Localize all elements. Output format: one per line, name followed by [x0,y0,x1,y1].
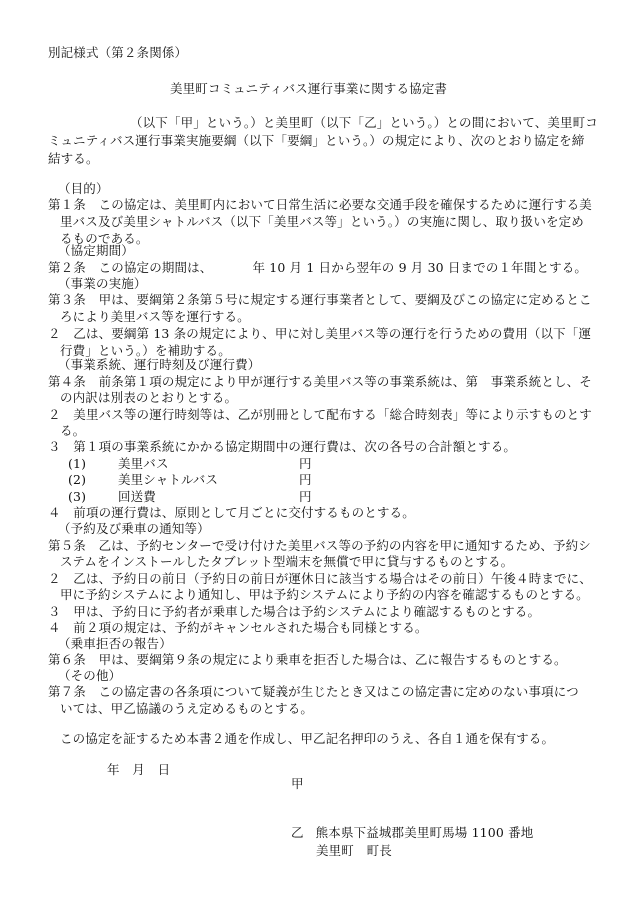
article-4-line: ４ 前項の運行費は、原則として月ごとに交付するものとする。 [48,505,415,520]
party-b [291,825,533,841]
article-1-line: 里バス及び美里シャトルバス（以下「美里バス等」という。）の実施に関し、取り扱いを定め [60,214,584,229]
preamble-line: 結する。 [48,151,99,166]
cost-item-number: (1) [68,456,87,471]
party-a: 甲 [291,776,304,791]
document-title: 美里町コミュニティバス運行事業に関する協定書 [170,81,448,96]
article-5-line: ４ 前２項の規定は、予約がキャンセルされた場合も同様とする。 [48,620,428,635]
form-label: 別記様式（第２条関係） [48,45,188,60]
heading-period: （協定期間） [58,243,134,258]
article-2-rest: 年 10 月 1 日から翌年の 9 月 30 日までの１年間とする。 [252,260,588,275]
article-4-line: る。 [60,423,86,438]
heading-reservation: （予約及び乗車の通知等） [58,521,210,536]
closing-statement: この協定を証するため本書２通を作成し、甲乙記名押印のうえ、各自１通を保有する。 [60,731,555,746]
article-2 [48,260,587,276]
article-5-line: 甲に予約システムにより通知し、甲は予約システムにより予約の内容を確認するものとする。 [60,587,589,602]
article-5-line: ２ 乙は、予約日の前日（予約日の前日が運休日に該当する場合はその前日）午後４時までに、 [48,571,592,586]
heading-purpose: （目的） [58,181,109,196]
party-b-label: 乙 [291,825,304,840]
cost-item-unit: 円 [299,456,312,471]
heading-implementation: （事業の実施） [58,276,147,291]
cost-item-name: 回送費 [118,489,156,504]
article-5-line: 第５条 乙は、予約センターで受け付けた美里バス等の予約の内容を甲に通知するため、予約シ [48,538,591,553]
cost-item-number: (3) [68,489,87,504]
party-b-name: 美里町 町長 [316,843,392,858]
date-line: 年 月 日 [107,762,171,777]
cost-item-number: (2) [68,472,87,487]
article-3-line: ２ 乙は、要綱第 13 条の規定により、甲に対し美里バス等の運行を行うための費用（以下「運 [48,326,592,341]
article-6: 第６条 甲は、要綱第９条の規定により乗車を拒否した場合は、乙に報告するものとする。 [48,652,567,667]
party-b-address: 熊本県下益城郡美里町馬場 1100 番地 [315,825,534,840]
article-4-line: ２ 美里バス等の運行時刻等は、乙が別冊として配布する「総合時刻表」等により示すものとす [48,407,592,422]
article-3-line: ろにより美里バス等を運行する。 [60,309,250,324]
article-5-line: ステムをインストールしたタブレット型端末を無償で甲に貸与するものとする。 [60,554,514,569]
cost-item [68,456,86,472]
article-4-line: 第４条 前条第１項の規定により甲が運行する美里バス等の事業系統は、第 事業系統とし、そ [48,374,592,389]
cost-item [68,472,86,488]
cost-item-name: 美里バス [118,456,169,471]
heading-other: （その他） [58,668,122,683]
cost-item-name: 美里シャトルバス [118,472,219,487]
cost-item [68,489,86,505]
preamble-line: ミュニティバス運行事業実施要綱（以下「要綱」という。）の規定により、次のとおり協定を締 [48,133,585,148]
preamble-line: （以下「甲」という。）と美里町（以下「乙」という。）との間において、美里町コ [130,115,598,130]
article-1-line: 第１条 この協定は、美里町内において日常生活に必要な交通手段を確保するために運行する美 [48,197,592,212]
article-7-line: 第７条 この協定書の各条項について疑義が生じたとき又はこの協定書に定めのない事項につ [48,684,579,699]
article-4-line: ３ 第１項の事業系統にかかる協定期間中の運行費は、次の各号の合計額とする。 [48,439,517,454]
article-4-line: の内訳は別表のとおりとする。 [60,390,238,405]
article-2-prefix: 第２条 この協定の期間は、 [48,260,213,275]
cost-item-unit: 円 [299,489,312,504]
article-5-line: ３ 甲は、予約日に予約者が乗車した場合は予約システムにより確認するものとする。 [48,604,541,619]
article-3-line: 行費」という。）を補助する。 [60,343,231,358]
article-1-line: るものである。 [60,231,149,246]
article-7-line: いては、甲乙協議のうえ定めるものとする。 [60,701,314,716]
cost-item-unit: 円 [299,472,312,487]
heading-refusal: （乗車拒否の報告） [58,636,172,651]
heading-operations: （事業系統、運行時刻及び運行費） [58,357,261,372]
article-3-line: 第３条 甲は、要綱第２条第５号に規定する運行事業者として、要綱及びこの協定に定めるとこ [48,292,592,307]
